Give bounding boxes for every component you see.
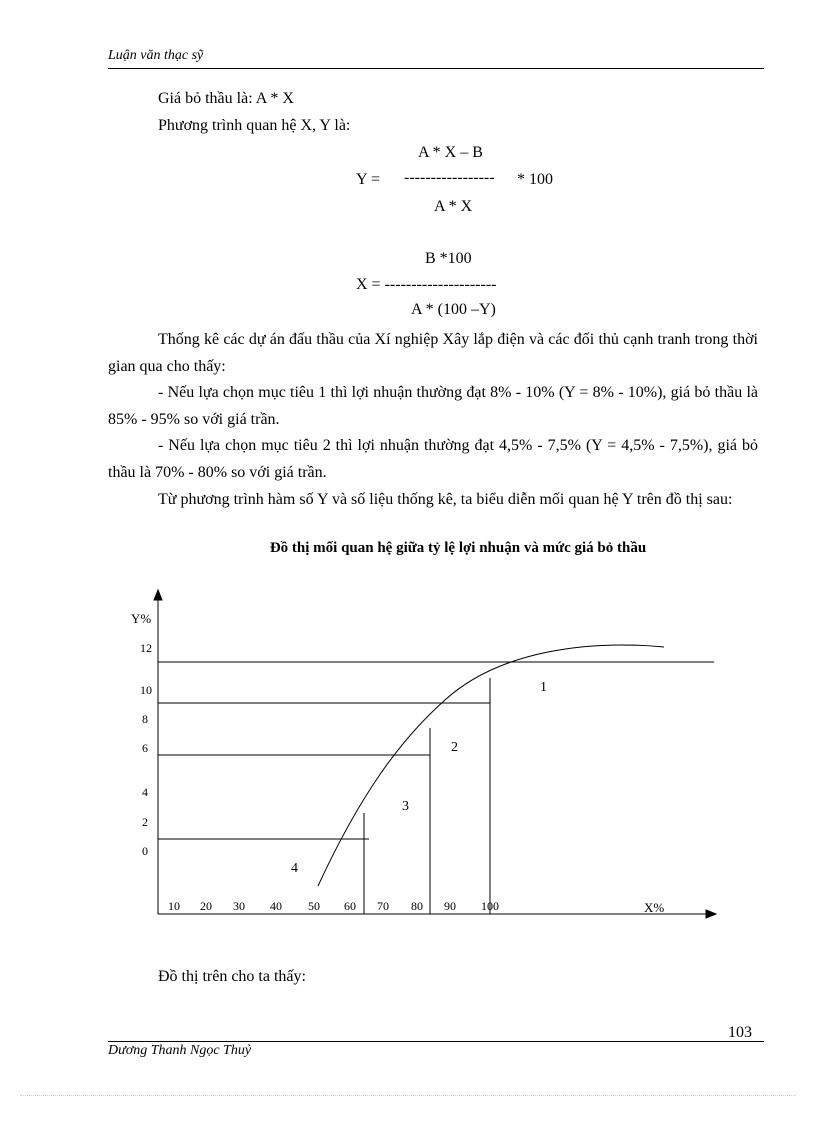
x-tick-100: 100	[481, 899, 499, 913]
relation-intro: Phương trình quan hệ X, Y là:	[158, 117, 351, 134]
x-tick-10: 10	[168, 899, 180, 913]
bid-price-line: Giá bỏ thầu là: A * X	[158, 90, 294, 107]
formula-x-denominator: A * (100 –Y)	[411, 301, 496, 318]
x-tick-70: 70	[377, 899, 389, 913]
y-tick-4: 4	[142, 785, 148, 799]
paragraph-goal-2: - Nếu lựa chọn mục tiêu 2 thì lợi nhuận thường đạt 4,5% - 7,5% (Y = 4,5% - 7,5%), giá bỏ thầu là 70% - 80% so với giá trần.	[108, 437, 758, 481]
chart-title: Đồ thị mối quan hệ giữa tỷ lệ lợi nhuận và mức giá bỏ thầu	[269, 540, 647, 556]
formula-y-bar: -----------------	[404, 169, 495, 186]
header-rule	[108, 68, 764, 69]
x-tick-90: 90	[444, 899, 456, 913]
x-tick-30: 30	[233, 899, 245, 913]
y-axis-arrow	[154, 590, 162, 600]
conclusion-intro: Đồ thị trên cho ta thấy:	[158, 968, 306, 985]
x-tick-20: 20	[200, 899, 212, 913]
formula-y-multiplier: * 100	[517, 171, 553, 188]
paragraph-goal-1: - Nếu lựa chọn mục tiêu 1 thì lợi nhuận thường đạt 8% - 10% (Y = 8% - 10%), giá bỏ thầu là 85% - 95% so với giá trần.	[108, 384, 758, 428]
running-header: Luận văn thạc sỹ	[108, 48, 204, 63]
page-bottom-divider	[20, 1095, 796, 1096]
footer-rule	[108, 1041, 764, 1042]
x-tick-40: 40	[270, 899, 282, 913]
formula-y-denominator: A * X	[434, 198, 473, 215]
x-tick-50: 50	[308, 899, 320, 913]
formula-x-numerator: B *100	[425, 250, 472, 267]
formula-y-numerator: A * X – B	[418, 144, 483, 161]
y-tick-10: 10	[140, 683, 152, 697]
region-label-1: 1	[540, 680, 547, 695]
region-label-4: 4	[291, 861, 298, 876]
formula-y-lhs: Y =	[356, 171, 380, 188]
x-axis-arrow	[706, 910, 716, 918]
x-axis-label: X%	[644, 900, 665, 915]
y-tick-6: 6	[142, 741, 148, 755]
x-tick-80: 80	[411, 899, 423, 913]
region-label-3: 3	[402, 799, 409, 814]
footer-author: Dương Thanh Ngọc Thuỷ	[108, 1043, 252, 1058]
y-tick-2: 2	[142, 815, 148, 829]
profit-curve	[318, 645, 664, 886]
y-axis-label: Y%	[131, 611, 152, 626]
y-tick-12: 12	[140, 641, 152, 655]
y-tick-0: 0	[142, 844, 148, 858]
region-label-2: 2	[451, 740, 458, 755]
formula-x-lhs: X = ---------------------	[356, 276, 497, 293]
y-tick-8: 8	[142, 712, 148, 726]
x-tick-60: 60	[344, 899, 356, 913]
page-number: 103	[728, 1024, 752, 1041]
paragraph-represent: Từ phương trình hàm số Y và số liệu thống kê, ta biểu diễn mối quan hệ Y trên đồ thị sau:	[158, 491, 733, 508]
paragraph-stats: Thống kê các dự án đấu thầu của Xí nghiệp Xây lắp điện và các đối thủ cạnh tranh trong thời gian qua cho thấy:	[108, 331, 758, 375]
